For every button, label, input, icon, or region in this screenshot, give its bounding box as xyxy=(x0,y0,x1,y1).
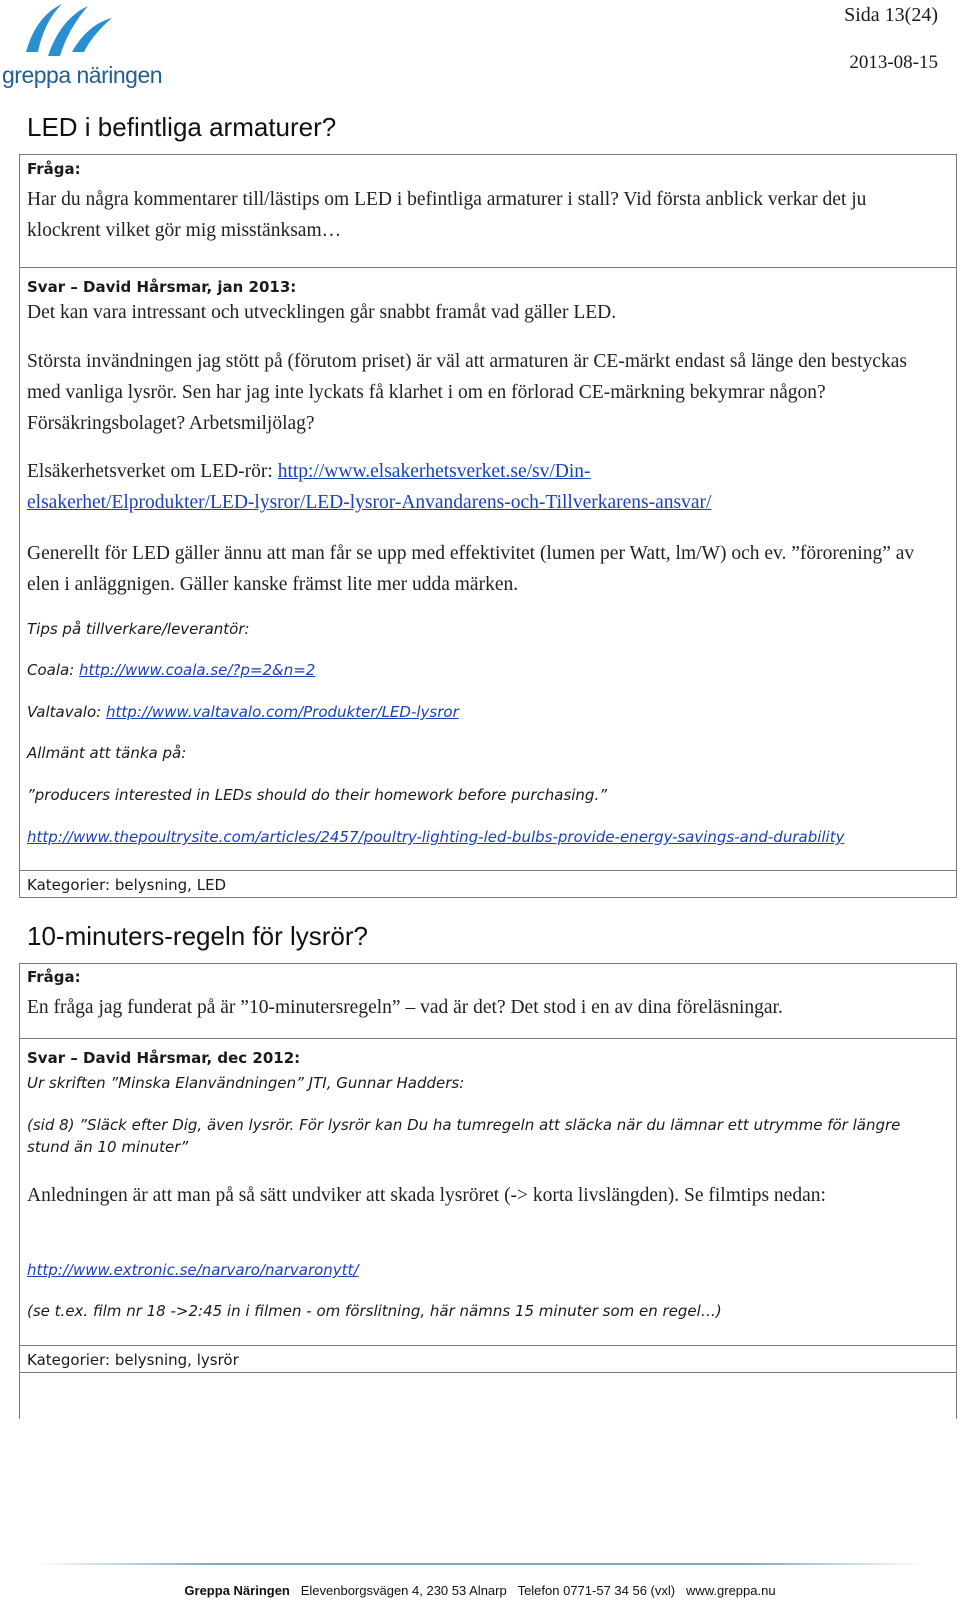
section2-answer-label: Svar – David Hårsmar, dec 2012: xyxy=(27,1049,301,1067)
logo-swoosh-icon xyxy=(22,0,142,62)
section1-question-label: Fråga: xyxy=(27,160,81,178)
footer-org: Greppa Näringen xyxy=(184,1583,290,1598)
footer-web: www.greppa.nu xyxy=(685,1583,776,1598)
section1-answer-p1: Det kan vara intressant och utvecklingen går snabbt framåt vad gäller LED. xyxy=(27,302,617,323)
section2-categories: Kategorier: belysning, lysrör xyxy=(27,1351,239,1369)
section1-answer-p2: Största invändningen jag stött på (förutom priset) är väl att armaturen är CE-märkt endast så länge den bestyckas med vanliga lysrör. Sen har jag inte lyckats få klarhet i om en förlorad CE-märkning bekymrar någon? Försäkringsbolaget? Arbetsmiljölag? xyxy=(27,351,907,434)
section2-answer-p1: Anledningen är att man på så sätt undviker att skada lysröret (-> korta livslängden). Se filmtips nedan: xyxy=(27,1185,826,1206)
section2-source: Ur skriften ”Minska Elanvändningen” JTI, Gunnar Hadders: xyxy=(27,1074,465,1092)
section1-general-label: Allmänt att tänka på: xyxy=(27,744,187,762)
valtavalo-link[interactable]: http://www.valtavalo.com/Produkter/LED-lysror xyxy=(105,703,459,721)
valtavalo-prefix: Valtavalo: xyxy=(27,703,106,721)
section2-question-text: En fråga jag funderat på är ”10-minutersregeln” – vad är det? Det stod i en av dina föreläsningar. xyxy=(27,997,783,1018)
page-number: Sida 13(24) xyxy=(844,4,938,26)
section1-divider-question xyxy=(19,267,957,268)
section2-title: 10-minuters-regeln för lysrör? xyxy=(27,921,369,951)
section1-answer-p4: Generellt för LED gäller ännu att man får se upp med effektivitet (lumen per Watt, lm/W) och ev. ”förorening” av elen i anläggnigen. Gäller kanske främst lite mer udda märken. xyxy=(27,543,915,595)
poultry-link[interactable]: http://www.thepoultrysite.com/articles/2457/poultry-lighting-led-bulbs-provide-energy-savings-and-durability xyxy=(27,828,845,846)
elsakerhet-link-line1[interactable]: http://www.elsakerhetsverket.se/sv/Din- xyxy=(277,461,591,482)
footer xyxy=(0,1583,960,1598)
extronic-link[interactable]: http://www.extronic.se/narvaro/narvaronytt/ xyxy=(27,1261,359,1279)
section2-question-label: Fråga: xyxy=(27,968,81,986)
section3-box-left-edge xyxy=(19,1373,20,1419)
logo-text: greppa näringen xyxy=(2,62,163,88)
footer-phone: Telefon 0771-57 34 56 (vxl) xyxy=(517,1583,676,1598)
section1-divider-categories xyxy=(19,870,957,871)
section2-divider-categories xyxy=(19,1345,957,1346)
elsakerhet-prefix: Elsäkerhetsverket om LED-rör: xyxy=(27,461,278,482)
elsakerhet-link-line2[interactable]: elsakerhet/Elprodukter/LED-lysror/LED-lysror-Anvandarens-och-Tillverkarens-ansvar/ xyxy=(27,492,712,513)
section2-link-line xyxy=(27,1261,359,1279)
footer-divider xyxy=(35,1563,925,1565)
section2-note: (se t.ex. film nr 18 ->2:45 in i filmen - om förslitning, här nämns 15 minuter som en regel…) xyxy=(27,1302,722,1320)
section1-question-text: Har du några kommentarer till/lästips om LED i befintliga armaturer i stall? Vid första anblick verkar det ju klockrent vilket gör mig misstänksam… xyxy=(27,189,867,241)
greppa-logo xyxy=(0,0,170,92)
section3-box-right-edge xyxy=(956,1373,957,1419)
section1-quote: ”producers interested in LEDs should do their homework before purchasing.” xyxy=(27,786,607,804)
section1-answer-p3 xyxy=(27,456,937,518)
coala-prefix: Coala: xyxy=(27,661,80,679)
section1-categories: Kategorier: belysning, LED xyxy=(27,876,227,894)
footer-address: Elevenborgsvägen 4, 230 53 Alnarp xyxy=(300,1583,507,1598)
section1-answer-label: Svar – David Hårsmar, jan 2013: xyxy=(27,278,297,296)
section1-title: LED i befintliga armaturer? xyxy=(27,112,337,142)
section1-coala xyxy=(27,661,315,679)
section1-poultry xyxy=(27,828,844,846)
section2-citation: (sid 8) ”Släck efter Dig, även lysrör. För lysrör kan Du ha tumregeln att släcka när du lämnar ett utrymme för längre stund än 10 minuter” xyxy=(27,1116,901,1156)
coala-link[interactable]: http://www.coala.se/?p=2&n=2 xyxy=(79,661,316,679)
section1-tips-label: Tips på tillverkare/leverantör: xyxy=(27,620,250,638)
section1-valtavalo xyxy=(27,703,459,721)
page-date: 2013-08-15 xyxy=(849,52,938,73)
section2-divider-question xyxy=(19,1038,957,1039)
